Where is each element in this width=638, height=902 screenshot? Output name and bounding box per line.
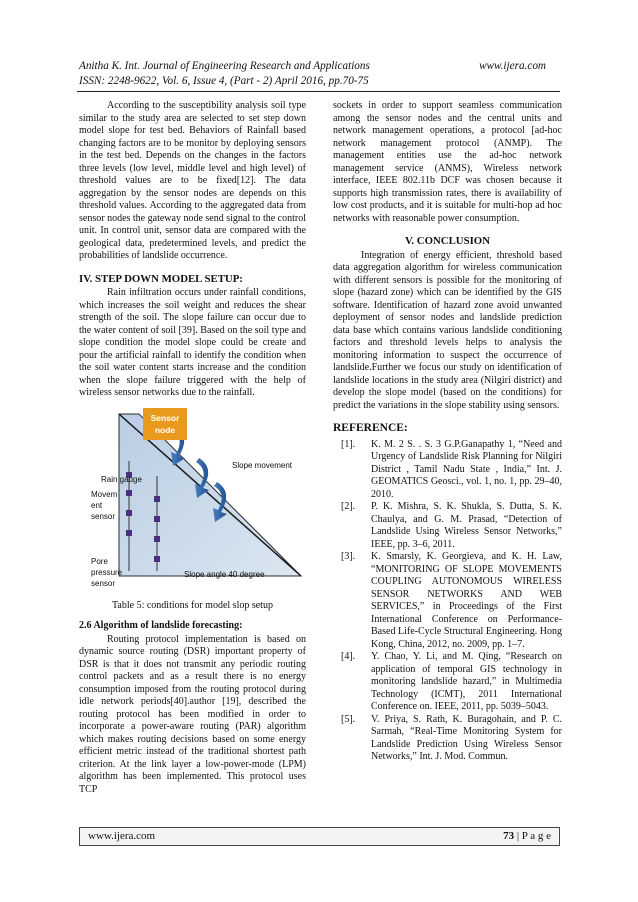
rain-gauge-label: Rain gauge — [101, 474, 142, 484]
node-marker — [126, 510, 132, 516]
reference-text: V. Priya, S. Rath, K. Buragohain, and P. C. Sarmah, “Real-Time Monitoring System for Landslide Prediction Using Wireless Sensor Networks,” Int. J. Mod. Commun. — [371, 713, 562, 762]
paragraph: sockets in order to support seamless communication among the sensor nodes and the central units and network management operations, a protocol [ad-hoc network management protocol (ANMP). The management entities use the ad-hoc network management service (ANMS), Wireless network interface, IEEE 802.11b DCF was chosen because it supports high transmission rates, there is availability of low cost products, and it is suitable for multi-hop ad hoc networks with reasonable power consumption. — [333, 100, 562, 224]
node-marker — [154, 516, 160, 522]
reference-item — [333, 551, 562, 651]
figure-caption: Table 5: conditions for model slop setup — [112, 599, 273, 611]
subsection-heading-algorithm: 2.6 Algorithm of landslide forecasting: — [79, 620, 243, 631]
section-heading-conclusion: V. CONCLUSION — [405, 235, 490, 247]
pore-pressure-label: Pore pressure sensor — [91, 556, 123, 588]
issn-line: ISSN: 2248-9622, Vol. 6, Issue 4, (Part - 2) April 2016, pp.70-75 — [79, 75, 369, 87]
reference-number: [3]. — [341, 551, 356, 562]
node-marker — [154, 496, 160, 502]
header-rule — [77, 91, 560, 92]
page-label: | P a g e — [516, 830, 551, 842]
reference-number: [5]. — [341, 713, 356, 725]
reference-text: Y. Chao, Y. Li, and M. Qing, “Research on application of temporal GIS technology in monitoring landslide hazard,” in Multimedia Technology (ICMT), 2011 International Conference on. IEEE, 2011, pp. 5039–5043. — [371, 651, 562, 712]
node-marker — [126, 530, 132, 536]
reference-item — [333, 501, 562, 551]
footer-url[interactable]: www.ijera.com — [88, 830, 156, 842]
right-column — [333, 100, 562, 764]
reference-list — [333, 439, 562, 764]
node-marker — [154, 556, 160, 562]
journal-header: Anitha K. Int. Journal of Engineering Research and Applications — [79, 60, 370, 72]
sensor-node-label-2: node — [154, 424, 176, 435]
node-marker — [126, 490, 132, 496]
page-number-value: 73 — [503, 830, 515, 842]
reference-item — [333, 439, 562, 502]
reference-number: [2]. — [341, 501, 356, 512]
movement-sensor-label: Movem ent sensor — [91, 489, 118, 521]
reference-item — [333, 651, 562, 714]
section-heading-step-down: IV. STEP DOWN MODEL SETUP: — [79, 272, 243, 285]
reference-text: P. K. Mishra, S. K. Shukla, S. Dutta, S. K. Chaulya, and G. M. Prasad, “Detection of Landslide Using Wireless Sensor Networks,” IEEE, pp. 3–6, 2011. — [371, 501, 562, 550]
sensor-node-label-1: Sensor — [150, 412, 180, 423]
slope-angle-label: Slope angle 40 degree — [184, 569, 265, 579]
page-footer — [79, 827, 560, 846]
reference-text: K. Smarsly, K. Georgieva, and K. H. Law, “MONITORING OF SLOPE MOVEMENTS COUPLING AUTONOMOUS WIRELESS SENSOR NETWORKS AND WEB SERVICES,” in Proceedings of the First International Conference on Performance-Based Life-Cycle Structural Engineering. Hong Kong, China, 2012, no. 2009, pp. 1–7. — [371, 551, 562, 650]
slope-movement-label: Slope movement — [232, 460, 293, 470]
paragraph: Routing protocol implementation is based on dynamic source routing (DSR) important property of DSR is that it does not transmit any periodic routing control packets and as a result there is no energy consumption imposed from the routing protocol during idle network periods[40].author [19], described the routing protocol has been modified in order to incorporate a power-aware routing (PAR) algorithm which makes routing decisions based on some energy efficient metric instead of the traditional shortest path criterion. At the link layer a low-power-mode (LPM) algorithm has been implemented. This protocol uses TCP — [79, 633, 306, 795]
reference-number: [1]. — [341, 438, 356, 450]
paragraph: Integration of energy efficient, threshold based data aggregation algorithm for wireless communication with different sensors is possible for the monitoring of slope (hazard zone) which can be identified by the GIS software. Identification of hazard zone avoid unwanted deployment of sensor nodes and landslide prediction data base which contains various landslide conditioning factors and threshold levels helps to analysis the monitoring information to suspect the occurrence of landslide.Further we focus our study on identification of landslide locations in the study area (Nilgiri district) and develop the slope model (based on the conditions) for predict the variations in the slope stability using sensors. — [333, 249, 562, 411]
references-heading: REFERENCE: — [333, 422, 408, 434]
journal-url[interactable]: www.ijera.com — [479, 60, 546, 72]
paragraph: Rain infiltration occurs under rainfall conditions, which increases the soil weight and reduces the shear strength of the soil. The slope failure can occur due to the water content of soil [39]. Based on the soil type and slope condition the model slope could be create and pour the artificial rainfall to identify the condition when the soil water content starts increase and the condition when the slope failure triggered with the help of wireless sensor networks due to the rainfall. — [79, 287, 306, 398]
node-marker — [154, 536, 160, 542]
page-number — [503, 830, 551, 842]
left-column — [79, 100, 306, 796]
paragraph: According to the susceptibility analysis soil type similar to the study area are selected to set step down model slope for test bed. Behaviors of Rainfall based changing factors are to be monitor by deploying sensors in the test bed. Depends on the changes in the factors three levels (low level, middle level and high level) of threshold values are to be fixed[12]. The data aggregation by the sensor nodes are depends on this threshold values. According to the aggregated data from sensor nodes the gateway node send signal to the control unit. In control unit, sensor data are compared with the geological data, predetermined levels, and predict the probabilities of landslide occurrence. — [79, 100, 306, 261]
reference-item — [333, 714, 562, 764]
reference-text: K. M. 2 S. . S. 3 G.P.Ganapathy 1, “Need and Urgency of Landslide Risk Planning for Nilgiri District , Tamil Nadu State , India,” Int. J. GEOMATICS Geosci., vol. 1, no. 1, pp. 29–40, 2010. — [371, 438, 562, 500]
slope-model-figure — [79, 406, 306, 596]
reference-number: [4]. — [341, 651, 356, 662]
